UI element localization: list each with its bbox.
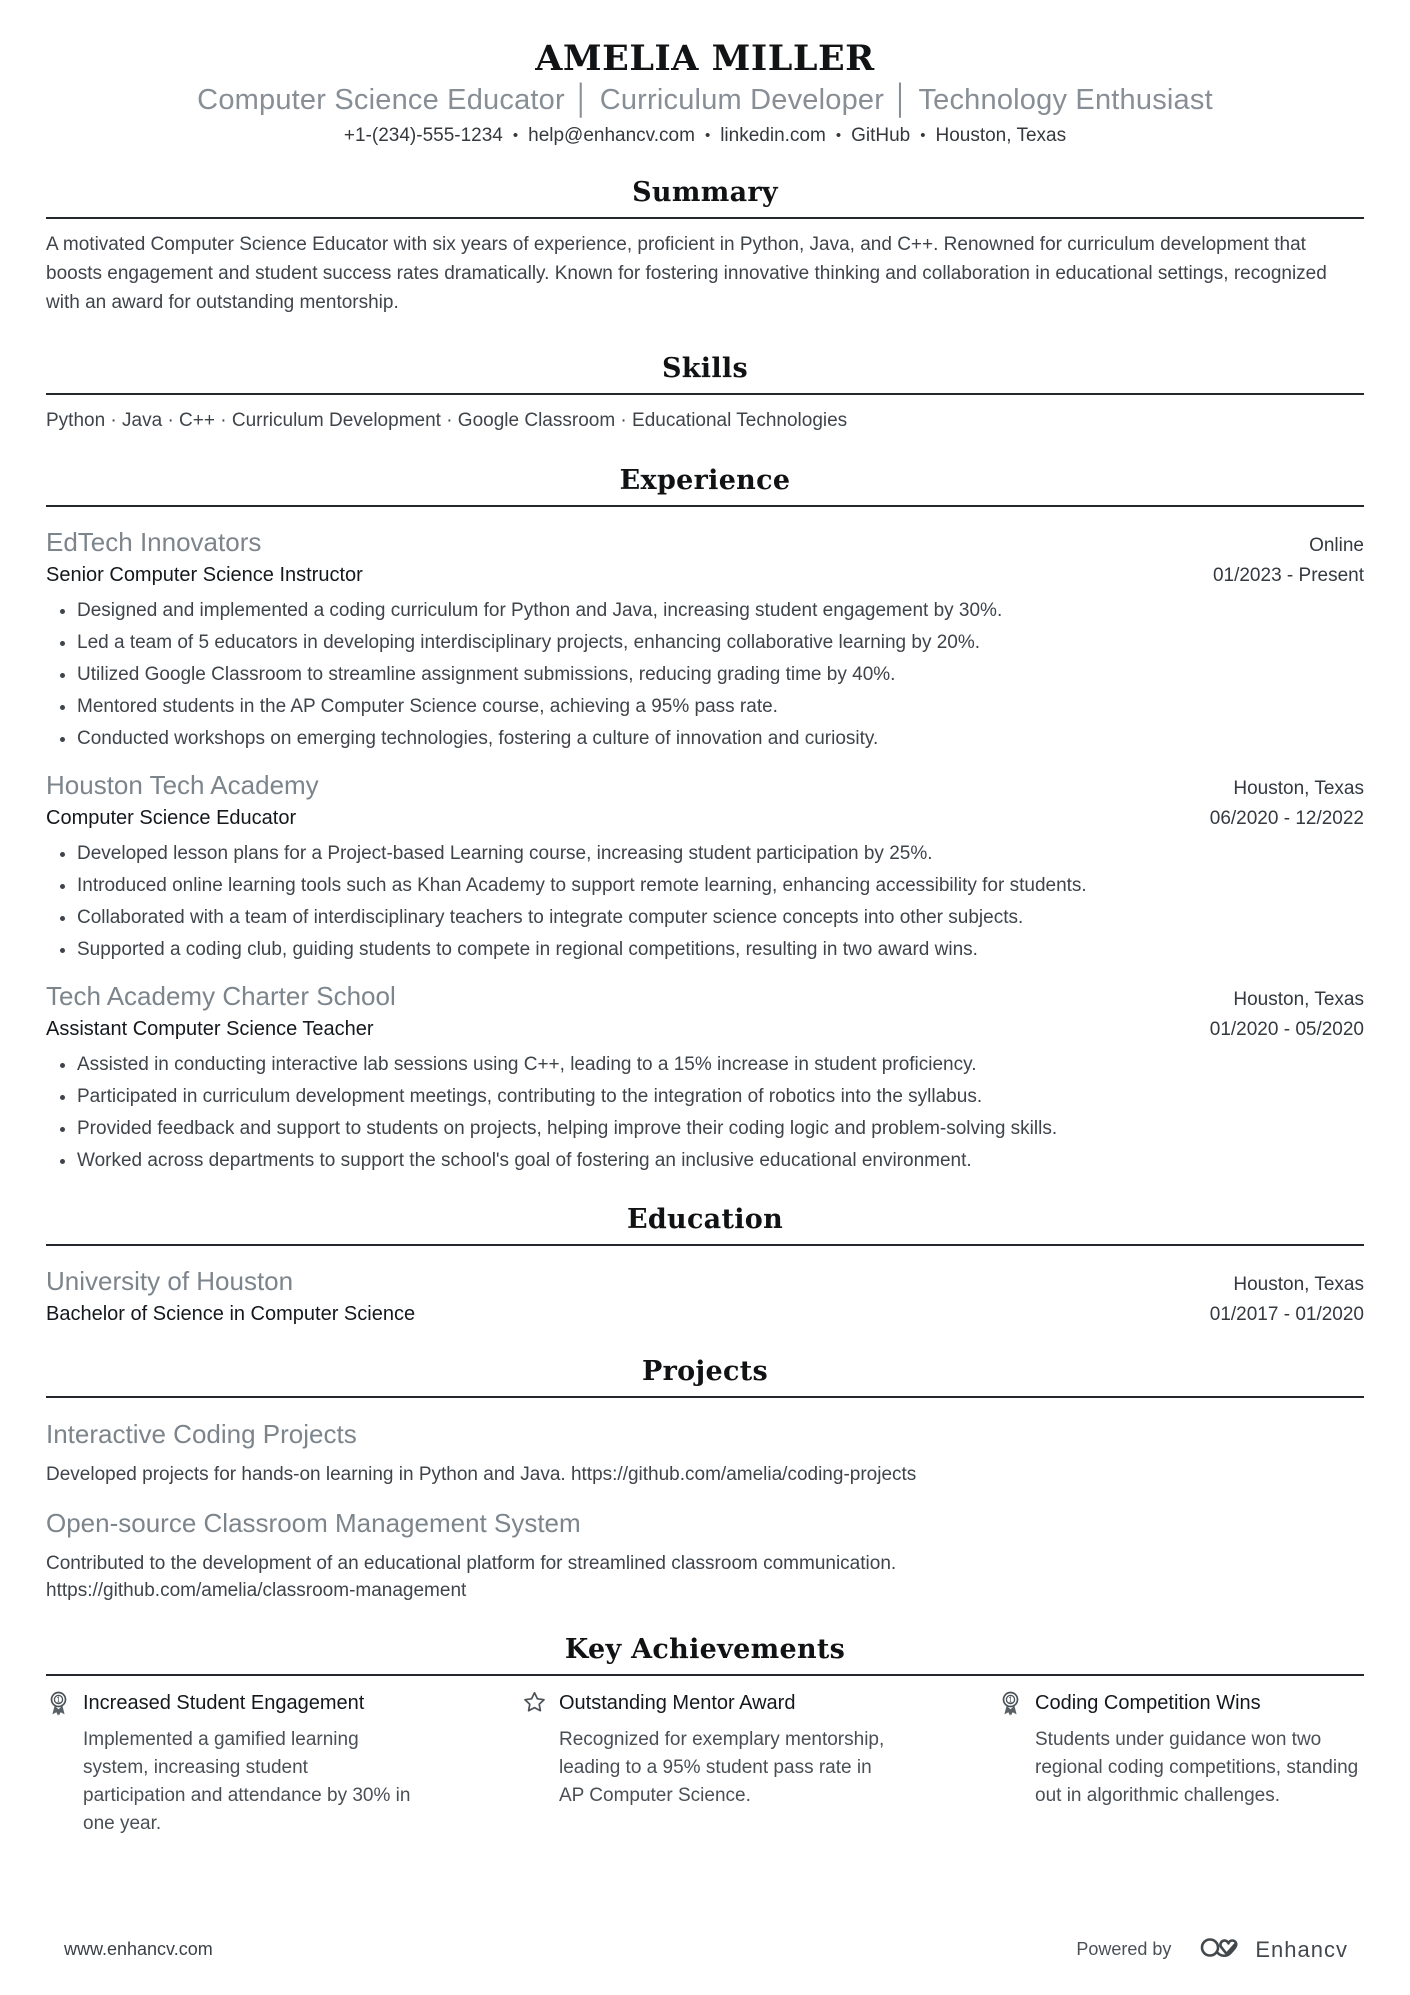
contact-phone[interactable]: +1-(234)-555-1234 [343, 125, 503, 146]
candidate-tagline: Computer Science Educator │ Curriculum Developer │ Technology Enthusiast [197, 84, 1213, 116]
section-education [46, 1204, 1364, 1326]
education-dates: 01/2017 - 01/2020 [1209, 1304, 1364, 1325]
job-bullets [46, 597, 1364, 752]
skills-title: Skills [46, 353, 1364, 395]
contact-separator: • [920, 127, 926, 144]
achievement-item [998, 1690, 1364, 1838]
company-name: EdTech Innovators [46, 527, 262, 557]
company-name: Houston Tech Academy [46, 770, 319, 800]
job-bullet: • Collaborated with a team of interdisciplinary teachers to integrate computer science concepts into other subjects. [77, 904, 1364, 931]
job-dates: 06/2020 - 12/2022 [1209, 808, 1364, 829]
project-name: Open-source Classroom Management System [46, 1508, 581, 1538]
star-icon [522, 1690, 547, 1717]
page-footer [64, 1932, 1348, 1967]
medal-icon [46, 1690, 71, 1717]
svg-text:1: 1 [56, 1695, 61, 1705]
powered-by-label: Powered by [1076, 1939, 1172, 1959]
job-title: Senior Computer Science Instructor [46, 564, 363, 586]
achievement-title: Increased Student Engagement [83, 1692, 365, 1714]
achievement-description: Recognized for exemplary mentorship, leading to a 95% student pass rate in AP Computer Science. [559, 1729, 885, 1806]
contact-github[interactable]: GitHub [851, 125, 911, 146]
projects-title: Projects [46, 1356, 1364, 1398]
job-bullets [46, 840, 1364, 963]
contact-location: Houston, Texas [935, 125, 1067, 146]
job-bullet: • Supported a coding club, guiding students to compete in regional competitions, resulting in two award wins. [77, 936, 1364, 963]
job-bullet: • Participated in curriculum development meetings, contributing to the integration of robotics into the syllabus. [77, 1083, 1364, 1110]
job-bullets [46, 1051, 1364, 1174]
achievement-title: Coding Competition Wins [1035, 1692, 1261, 1714]
contact-email[interactable]: help@enhancv.com [528, 125, 695, 146]
school-name: University of Houston [46, 1266, 294, 1296]
job-title: Computer Science Educator [46, 807, 297, 829]
resume-header [46, 38, 1364, 147]
contact-separator: • [512, 127, 519, 144]
achievement-item [522, 1690, 888, 1838]
achievements-title: Key Achievements [46, 1634, 1364, 1676]
achievement-description: Implemented a gamified learning system, increasing student participation and attendance by 30% in one year. [83, 1729, 411, 1834]
medal-icon [998, 1690, 1023, 1717]
project-entry [46, 1419, 1364, 1488]
education-title: Education [46, 1204, 1364, 1246]
job-bullet: • Led a team of 5 educators in developing interdisciplinary projects, enhancing collaborative learning by 20%. [77, 629, 1364, 656]
section-projects [46, 1356, 1364, 1604]
school-location: Houston, Texas [1233, 1274, 1364, 1295]
experience-entry [46, 770, 1364, 963]
summary-title: Summary [46, 177, 1364, 219]
experience-entry [46, 527, 1364, 752]
section-experience [46, 465, 1364, 1174]
section-skills [46, 353, 1364, 435]
brand-wordmark: Enhancv [1255, 1936, 1348, 1962]
company-name: Tech Academy Charter School [46, 981, 396, 1011]
degree-name: Bachelor of Science in Computer Science [46, 1303, 416, 1325]
project-entry [46, 1508, 1364, 1604]
job-bullet: • Assisted in conducting interactive lab sessions using C++, leading to a 15% increase in student proficiency. [77, 1051, 1364, 1078]
education-entry [46, 1266, 1364, 1326]
skills-list: Python · Java · C++ · Curriculum Development · Google Classroom · Educational Technologies [46, 410, 848, 431]
contact-linkedin[interactable]: linkedin.com [720, 125, 826, 146]
summary-text: A motivated Computer Science Educator with six years of experience, proficient in Python, Java, and C++. Renowned for curriculum development that boosts engagement and student success rates dramatically. Known for fostering innovative thinking and collaboration in educational settings, recognized with an award for outstanding mentorship. [46, 234, 1327, 313]
job-dates: 01/2023 - Present [1212, 565, 1364, 586]
project-description: Developed projects for hands-on learning in Python and Java. [46, 1464, 566, 1485]
contact-row [46, 125, 1364, 147]
job-bullet: • Developed lesson plans for a Project-based Learning course, increasing student participation by 25%. [77, 840, 1364, 867]
project-link[interactable]: https://github.com/amelia/coding-projects [570, 1464, 917, 1485]
achievement-description: Students under guidance won two regional coding competitions, standing out in algorithmic challenges. [1035, 1729, 1359, 1806]
candidate-name: AMELIA MILLER [535, 38, 875, 79]
enhancv-brand [1199, 1932, 1348, 1967]
section-achievements [46, 1634, 1364, 1838]
job-bullet: • Provided feedback and support to students on projects, helping improve their coding logic and problem-solving skills. [77, 1115, 1364, 1142]
job-bullet: • Worked across departments to support the school's goal of fostering an inclusive educational environment. [77, 1147, 1364, 1174]
job-bullet: • Utilized Google Classroom to streamline assignment submissions, reducing grading time by 40%. [77, 661, 1364, 688]
job-location: Houston, Texas [1233, 778, 1364, 799]
experience-title: Experience [46, 465, 1364, 507]
job-bullet: • Conducted workshops on emerging technologies, fostering a culture of innovation and curiosity. [77, 725, 1364, 752]
project-name: Interactive Coding Projects [46, 1419, 357, 1449]
job-location: Online [1309, 535, 1364, 556]
section-summary [46, 177, 1364, 317]
job-bullet: • Introduced online learning tools such as Khan Academy to support remote learning, enhancing accessibility for students. [77, 872, 1364, 899]
svg-text:1: 1 [1008, 1695, 1013, 1705]
job-bullet: • Mentored students in the AP Computer Science course, achieving a 95% pass rate. [77, 693, 1364, 720]
achievement-title: Outstanding Mentor Award [559, 1692, 796, 1714]
enhancv-logo-icon [1199, 1932, 1245, 1967]
project-description: Contributed to the development of an educational platform for streamlined classroom communication. [46, 1553, 897, 1574]
project-link[interactable]: https://github.com/amelia/classroom-management [46, 1580, 467, 1601]
achievement-item [46, 1690, 412, 1838]
footer-site-url: www.enhancv.com [64, 1939, 213, 1959]
experience-entry [46, 981, 1364, 1174]
job-bullet: • Designed and implemented a coding curriculum for Python and Java, increasing student engagement by 30%. [77, 597, 1364, 624]
contact-separator: • [835, 127, 842, 144]
job-location: Houston, Texas [1233, 989, 1364, 1010]
job-title: Assistant Computer Science Teacher [46, 1018, 374, 1040]
contact-separator: • [704, 127, 711, 144]
job-dates: 01/2020 - 05/2020 [1209, 1019, 1364, 1040]
